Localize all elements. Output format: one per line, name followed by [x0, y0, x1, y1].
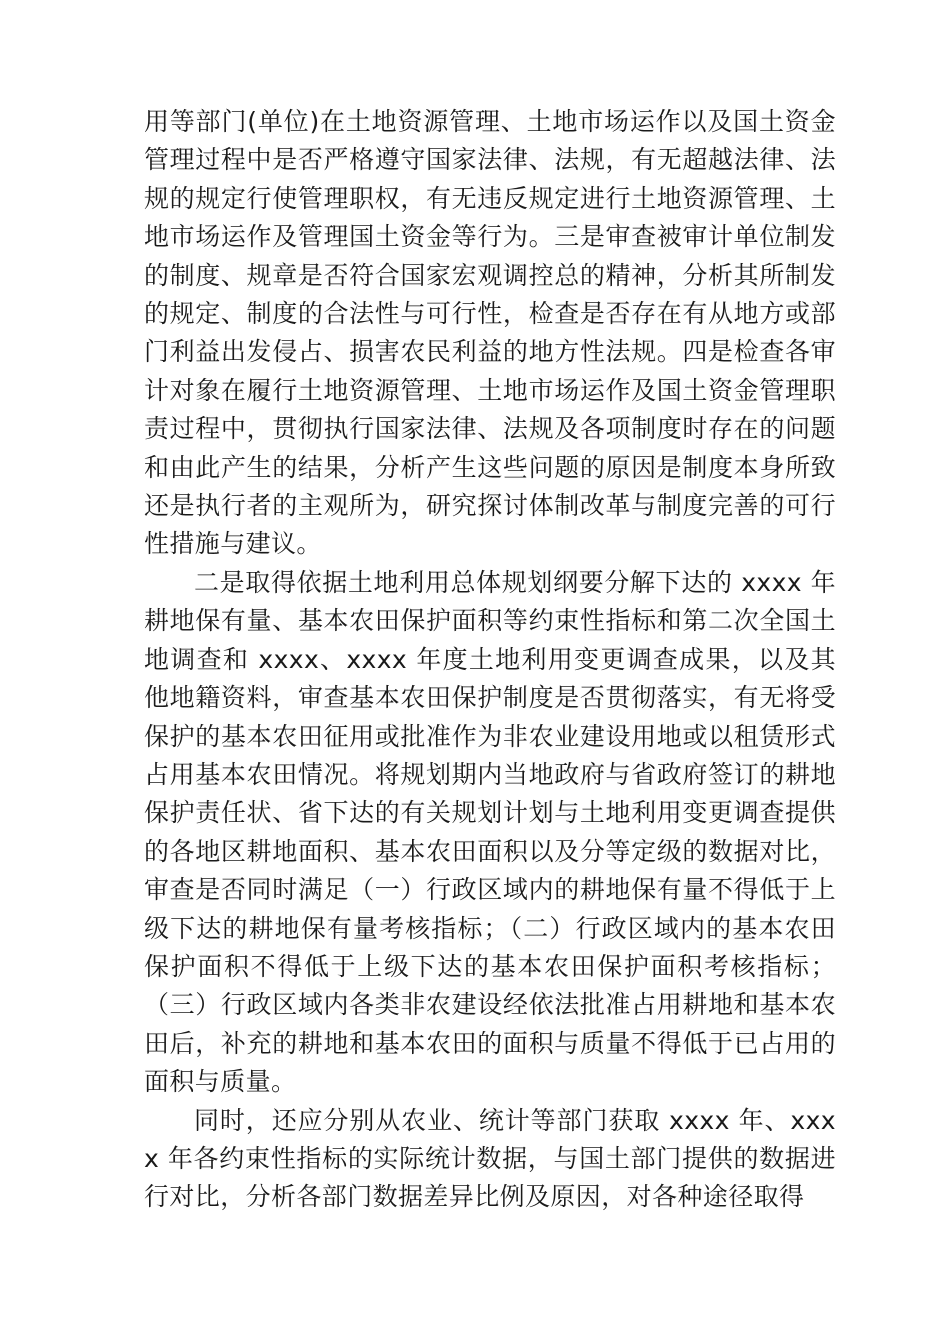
paragraph-3: 同时，还应分别从农业、统计等部门获取 xxxx 年、xxxx 年各约束性指标的实际统计数据，与国土部门提供的数据进行对比，分析各部门数据差异比例及原因，对各种途径取得: [144, 1105, 836, 1212]
document-body: [144, 103, 836, 1217]
paragraph-2: 二是取得依据土地利用总体规划纲要分解下达的 xxxx 年耕地保有量、基本农田保护面积等约束性指标和第二次全国土地调查和 xxxx、xxxx 年度土地利用变更调查成果，以及其他地籍资料，审查基本农田保护制度是否贯彻落实，有无将受保护的基本农田征用或批准作为非农业建设用地或以租赁形式占用基本农田情况。将规划期内当地政府与省政府签订的耕地保护责任状、省下达的有关规划计划与土地利用变更调查提供的各地区耕地面积、基本农田面积以及分等定级的数据对比，审查是否同时满足（一）行政区域内的耕地保有量不得低于上级下达的耕地保有量考核指标；（二）行政区域内的基本农田保护面积不得低于上级下达的基本农田保护面积考核指标；（三）行政区域内各类非农建设经依法批准占用耕地和基本农田后，补充的耕地和基本农田的面积与质量不得低于已占用的面积与质量。: [144, 567, 836, 1097]
paragraph-1: 用等部门(单位)在土地资源管理、土地市场运作以及国土资金管理过程中是否严格遵守国家法律、法规，有无超越法律、法规的规定行使管理职权，有无违反规定进行土地资源管理、土地市场运作及管理国土资金等行为。三是审查被审计单位制发的制度、规章是否符合国家宏观调控总的精神，分析其所制发的规定、制度的合法性与可行性，检查是否存在有从地方或部门利益出发侵占、损害农民利益的地方性法规。四是检查各审计对象在履行土地资源管理、土地市场运作及国土资金管理职责过程中，贯彻执行国家法律、法规及各项制度时存在的问题和由此产生的结果，分析产生这些问题的原因是制度本身所致还是执行者的主观所为，研究探讨体制改革与制度完善的可行性措施与建议。: [144, 107, 836, 559]
